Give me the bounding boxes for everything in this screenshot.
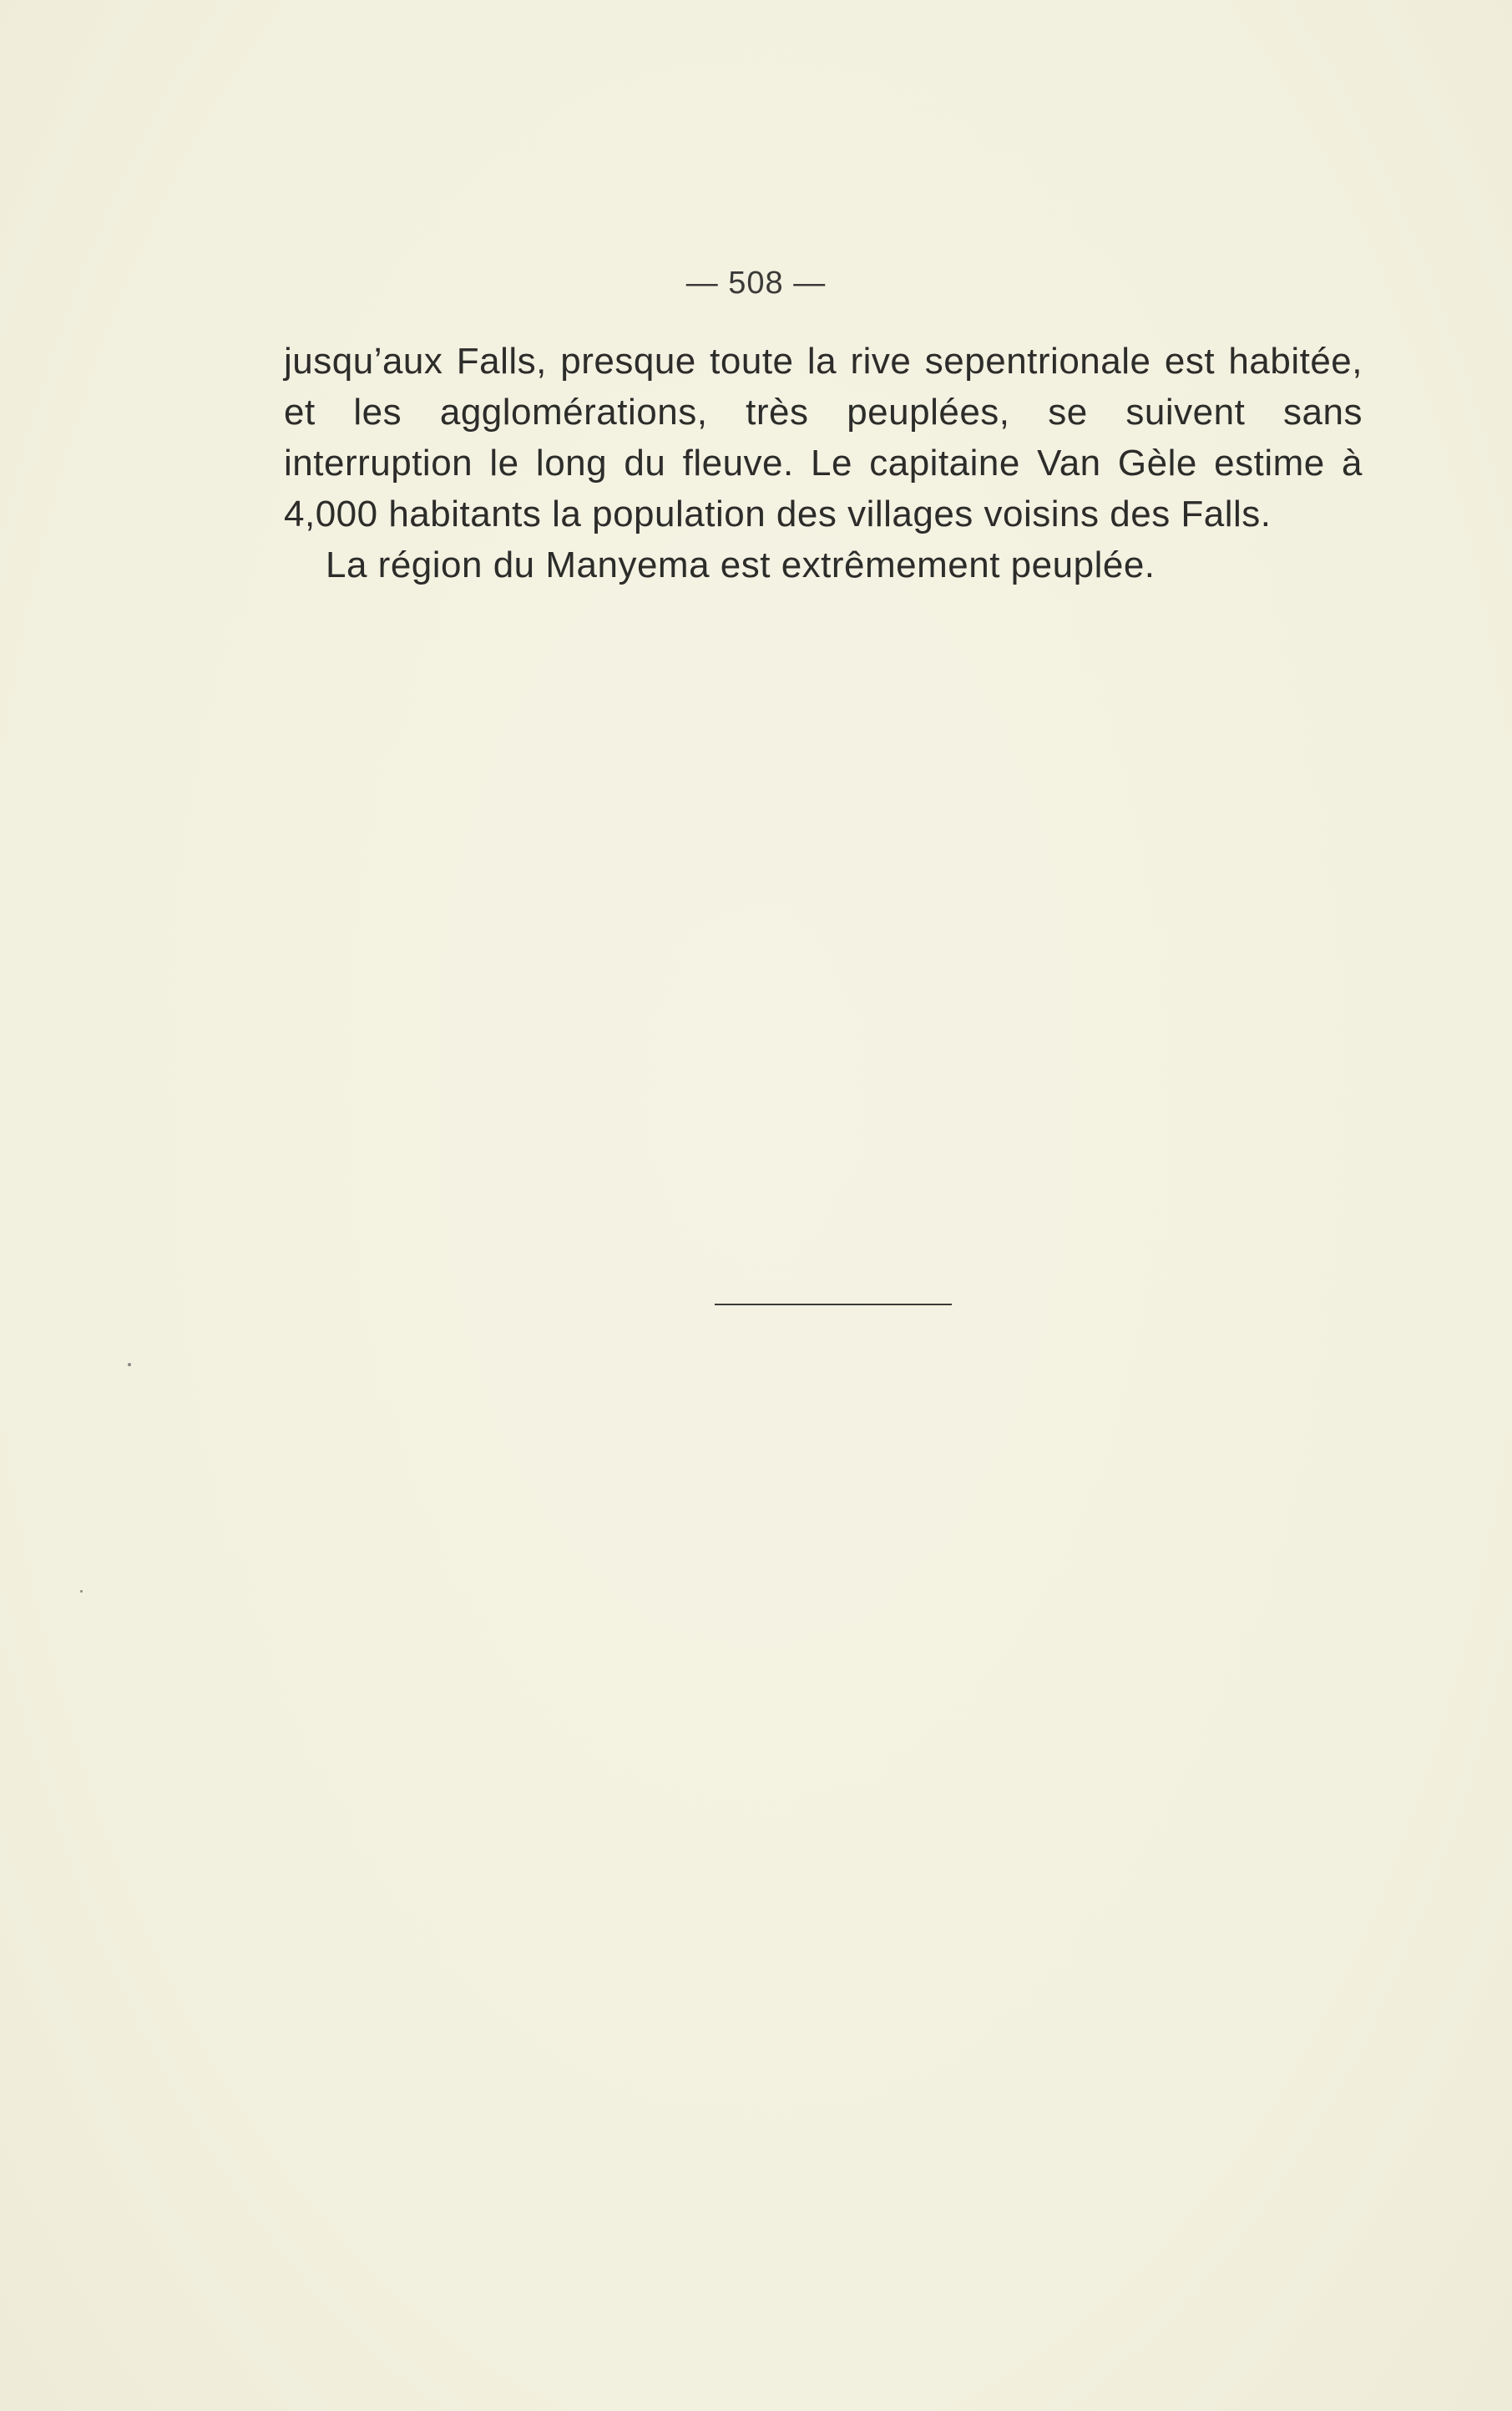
paper-speck	[80, 1590, 83, 1593]
page-number: — 508 —	[685, 266, 827, 301]
section-end-rule	[715, 1304, 952, 1305]
body-text	[284, 336, 1363, 590]
paper-speck	[128, 1363, 131, 1366]
paragraph-2: La région du Manyema est extrêmement peuplée.	[326, 545, 1155, 585]
paragraph-1: jusqu’aux Falls, presque toute la rive sepentrionale est habitée, et les agglomérations, très peuplées, se suivent sans interruption le long du fleuve. Le capitaine Van Gèle estime à 4,000 habitants la population des villages voisins des Falls.	[284, 341, 1363, 534]
